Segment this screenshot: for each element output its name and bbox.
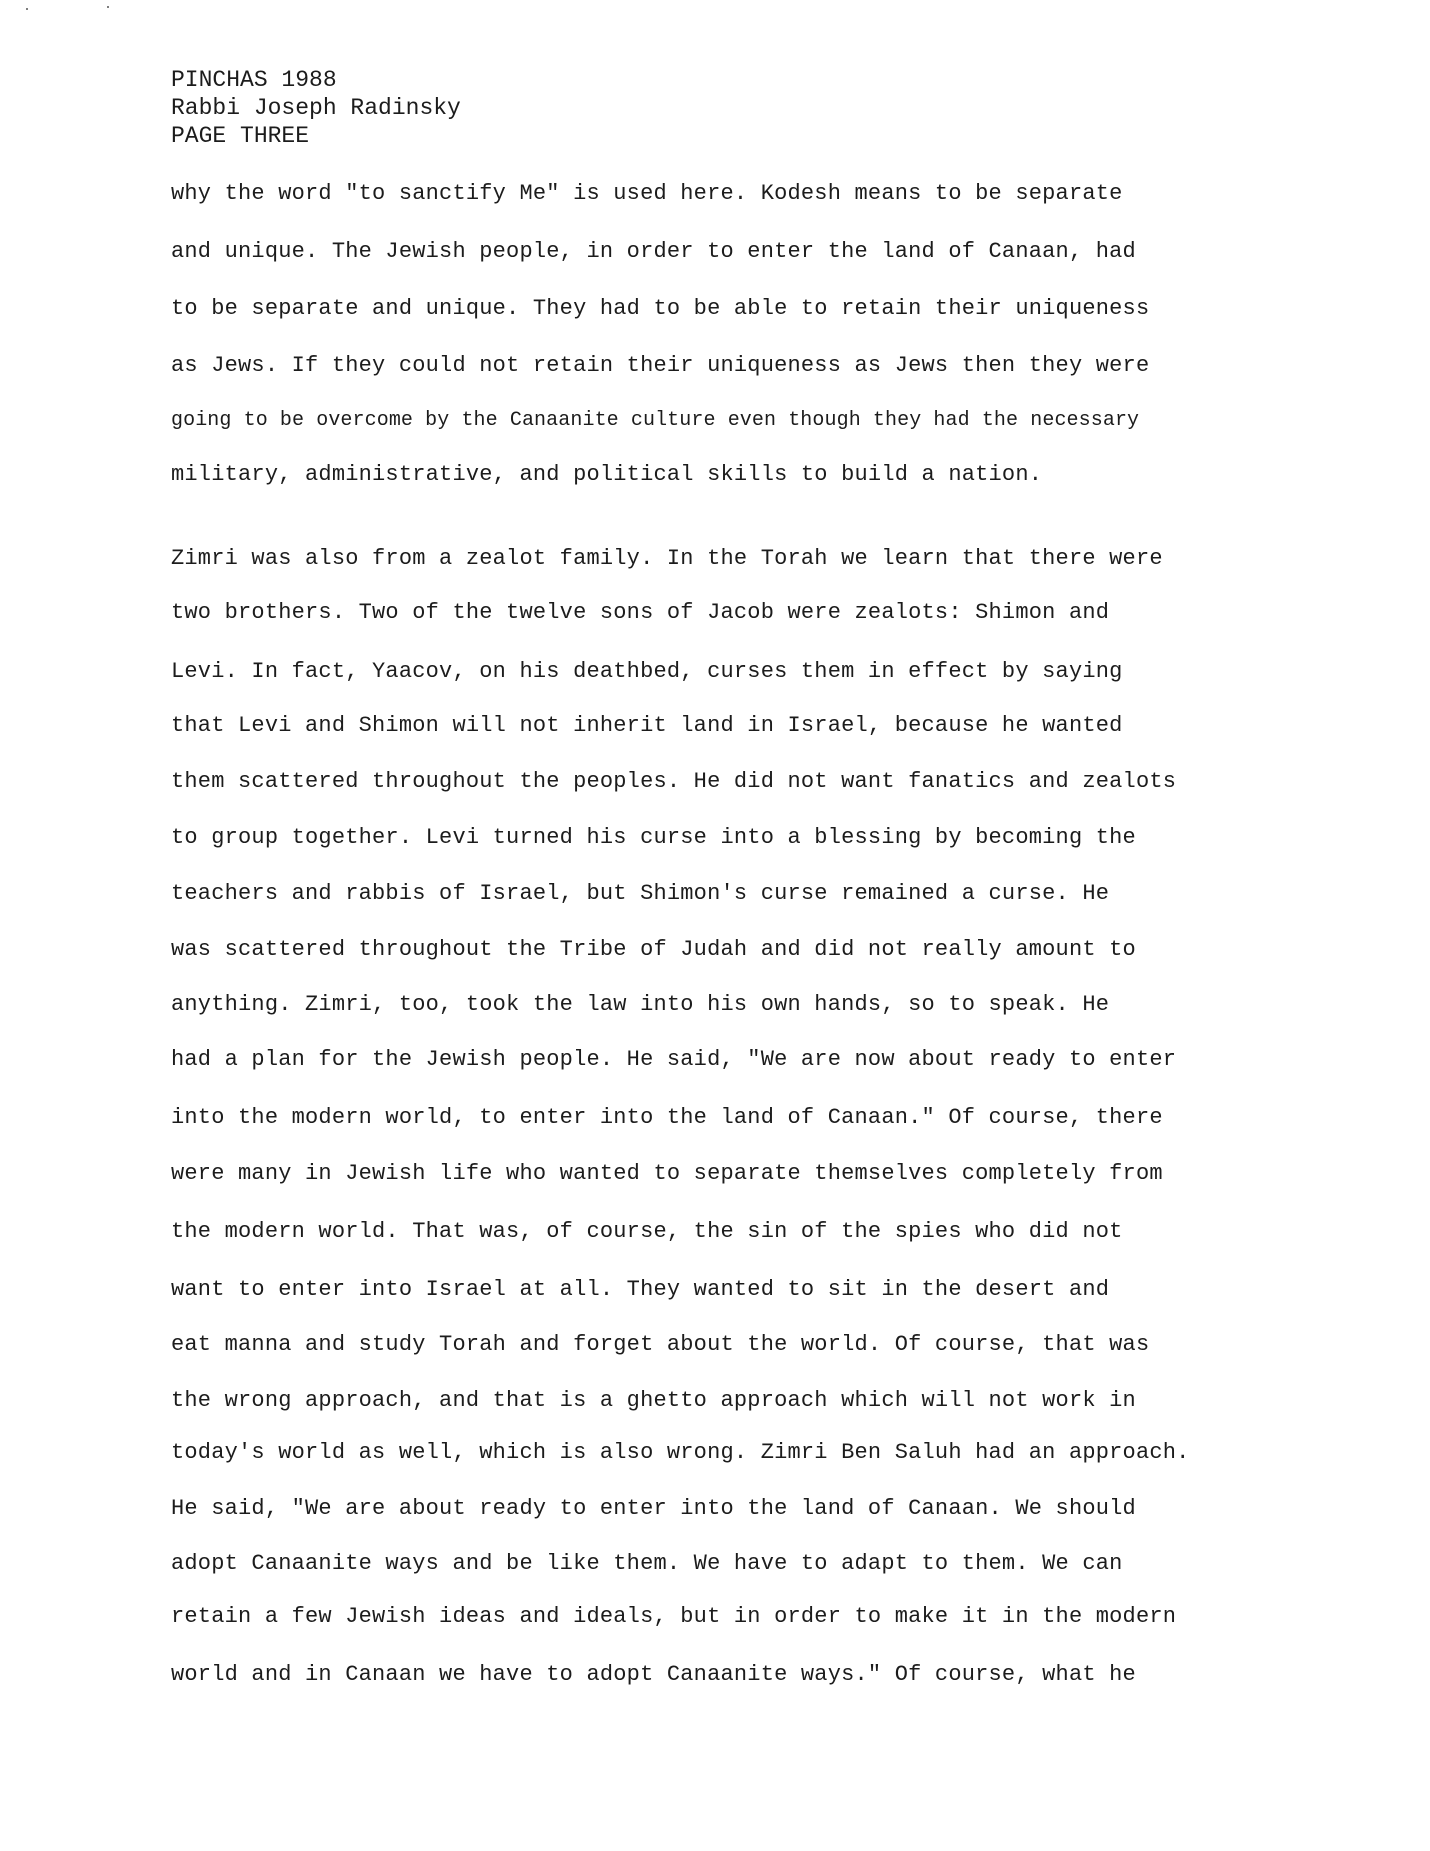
text-line: to group together. Levi turned his curse into a blessing by becoming the [171,825,1136,850]
text-line: today's world as well, which is also wrong. Zimri Ben Saluh had an approach. [171,1440,1190,1465]
text-line: them scattered throughout the peoples. He did not want fanatics and zealots [171,769,1177,794]
text-line: Zimri was also from a zealot family. In the Torah we learn that there were [171,546,1163,571]
document-author: Rabbi Joseph Radinsky [171,95,461,121]
text-line: adopt Canaanite ways and be like them. We have to adapt to them. We can [171,1551,1123,1576]
text-line: anything. Zimri, too, took the law into his own hands, so to speak. He [171,992,1110,1017]
text-line: had a plan for the Jewish people. He said, "We are now about ready to enter [171,1047,1177,1072]
text-line: as Jews. If they could not retain their uniqueness as Jews then they were [171,353,1150,378]
text-line: were many in Jewish life who wanted to separate themselves completely from [171,1161,1163,1186]
text-line: retain a few Jewish ideas and ideals, but in order to make it in the modern [171,1604,1177,1629]
scan-speck [107,6,109,8]
text-line: that Levi and Shimon will not inherit land in Israel, because he wanted [171,713,1123,738]
text-line: into the modern world, to enter into the land of Canaan." Of course, there [171,1105,1163,1130]
text-line: military, administrative, and political skills to build a nation. [171,462,1043,487]
text-line: world and in Canaan we have to adopt Canaanite ways." Of course, what he [171,1662,1136,1687]
text-line: to be separate and unique. They had to be able to retain their uniqueness [171,296,1150,321]
page-label: PAGE THREE [171,123,310,149]
text-line: was scattered throughout the Tribe of Judah and did not really amount to [171,937,1136,962]
text-line: want to enter into Israel at all. They wanted to sit in the desert and [171,1277,1110,1302]
text-line: going to be overcome by the Canaanite culture even though they had the necessary [171,409,1140,432]
text-line: why the word "to sanctify Me" is used here. Kodesh means to be separate [171,181,1123,206]
text-line: the modern world. That was, of course, the sin of the spies who did not [171,1219,1123,1244]
text-line: eat manna and study Torah and forget about the world. Of course, that was [171,1332,1150,1357]
page-header [171,66,461,150]
text-line: teachers and rabbis of Israel, but Shimon's curse remained a curse. He [171,881,1110,906]
document-title: PINCHAS 1988 [171,67,337,93]
text-line: the wrong approach, and that is a ghetto approach which will not work in [171,1388,1136,1413]
scan-speck [26,8,28,10]
text-line: two brothers. Two of the twelve sons of Jacob were zealots: Shimon and [171,600,1110,625]
text-line: He said, "We are about ready to enter into the land of Canaan. We should [171,1496,1136,1521]
text-line: and unique. The Jewish people, in order to enter the land of Canaan, had [171,239,1136,264]
text-line: Levi. In fact, Yaacov, on his deathbed, curses them in effect by saying [171,659,1123,684]
